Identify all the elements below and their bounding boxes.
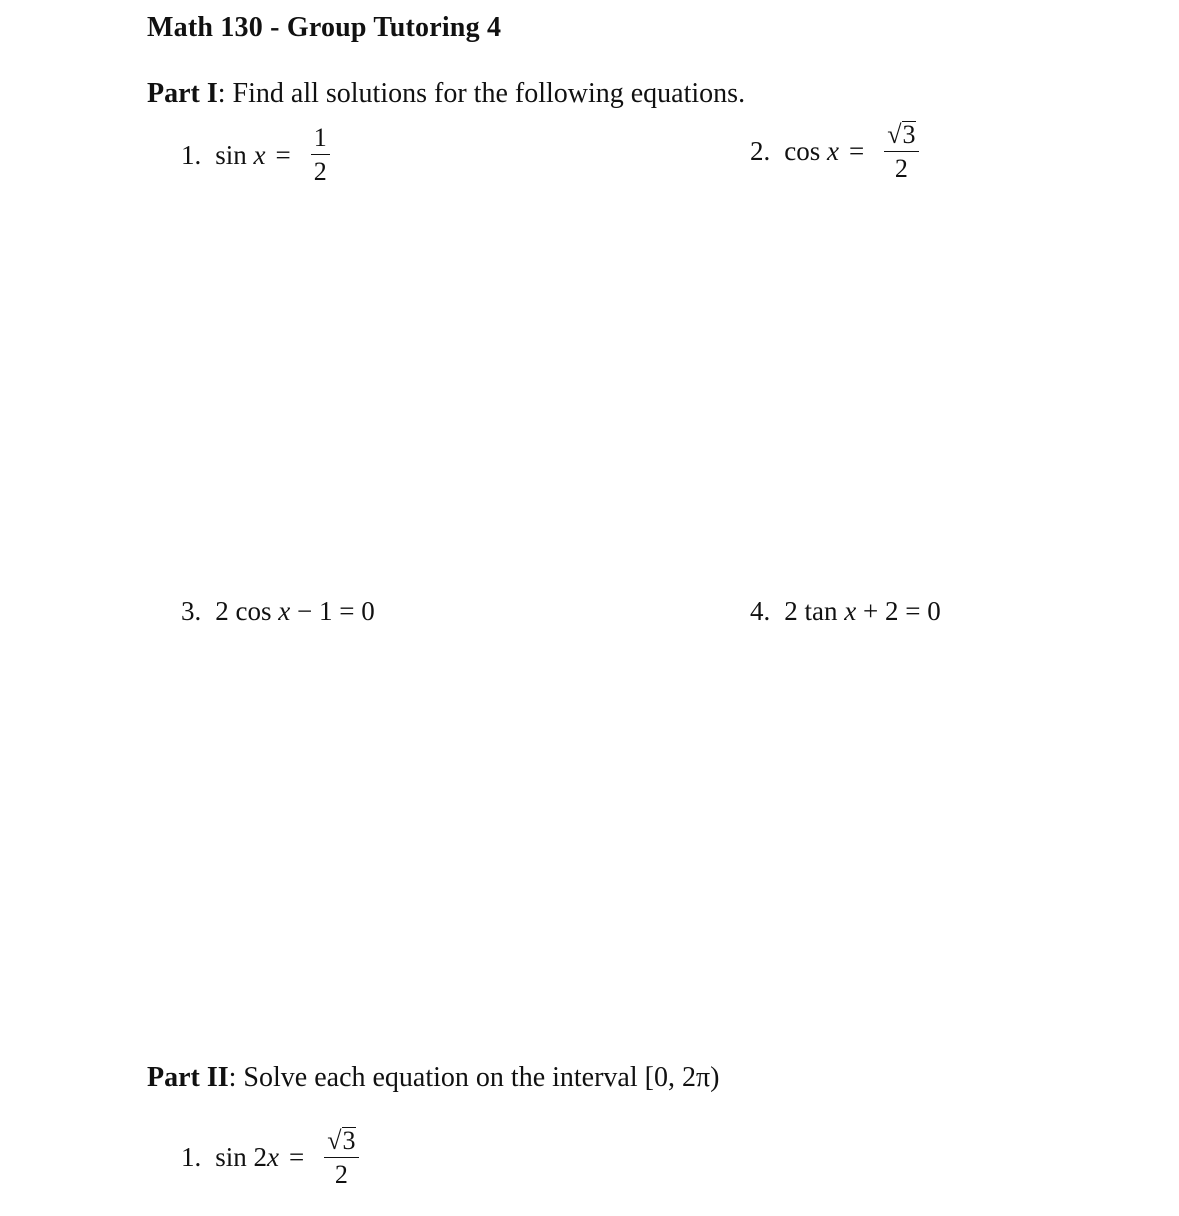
part-two-instruction: : Solve each equation on the interval [0, 2π) bbox=[228, 1062, 720, 1093]
denominator: 2 bbox=[334, 1160, 348, 1189]
denominator: 2 bbox=[313, 157, 327, 186]
function-name: cos bbox=[784, 136, 821, 166]
problem-number: 4. bbox=[750, 596, 771, 626]
variable: x bbox=[278, 596, 291, 626]
fraction-bar bbox=[324, 1157, 358, 1158]
part-one-heading bbox=[147, 78, 745, 110]
fraction bbox=[324, 1127, 358, 1188]
variable: x bbox=[253, 139, 266, 170]
variable: x bbox=[267, 1142, 279, 1172]
fraction bbox=[311, 125, 330, 185]
square-root bbox=[324, 1127, 358, 1154]
function-name: sin bbox=[215, 139, 247, 170]
fraction-bar bbox=[884, 151, 918, 152]
equals-sign: = bbox=[289, 1142, 305, 1172]
radicand: 3 bbox=[902, 120, 916, 149]
square-root bbox=[884, 121, 918, 148]
fraction bbox=[884, 121, 918, 182]
function-name: sin 2 bbox=[215, 1142, 268, 1172]
page-title: Math 130 - Group Tutoring 4 bbox=[147, 12, 502, 43]
part-one-label: Part I bbox=[147, 78, 218, 109]
expression-prefix: 2 tan bbox=[784, 596, 845, 626]
radical-sign: √ bbox=[327, 1126, 342, 1155]
part-two-label: Part II bbox=[147, 1062, 229, 1093]
problem-number: 2. bbox=[750, 136, 771, 166]
radical-sign: √ bbox=[887, 120, 902, 149]
expression-suffix: − 1 = 0 bbox=[290, 596, 375, 626]
problem-1 bbox=[181, 125, 330, 185]
problem-3 bbox=[181, 596, 375, 627]
expression-prefix: 2 cos bbox=[215, 596, 279, 626]
equals-sign: = bbox=[848, 136, 865, 166]
numerator: 1 bbox=[313, 123, 327, 152]
part-two-heading bbox=[147, 1062, 719, 1094]
problem-number: 1. bbox=[181, 139, 202, 170]
problem-4 bbox=[750, 596, 941, 627]
part-one-instruction: : Find all solutions for the following equations. bbox=[217, 78, 746, 109]
radicand: 3 bbox=[342, 1126, 356, 1155]
variable: x bbox=[844, 596, 857, 626]
problem-2 bbox=[750, 121, 919, 182]
variable: x bbox=[827, 136, 839, 166]
problem-number: 1. bbox=[181, 1142, 202, 1172]
part-two-problem-1 bbox=[181, 1127, 359, 1188]
fraction-bar bbox=[311, 154, 330, 155]
problem-number: 3. bbox=[181, 596, 202, 626]
equals-sign: = bbox=[275, 139, 291, 170]
denominator: 2 bbox=[894, 154, 908, 183]
expression-suffix: + 2 = 0 bbox=[856, 596, 941, 626]
